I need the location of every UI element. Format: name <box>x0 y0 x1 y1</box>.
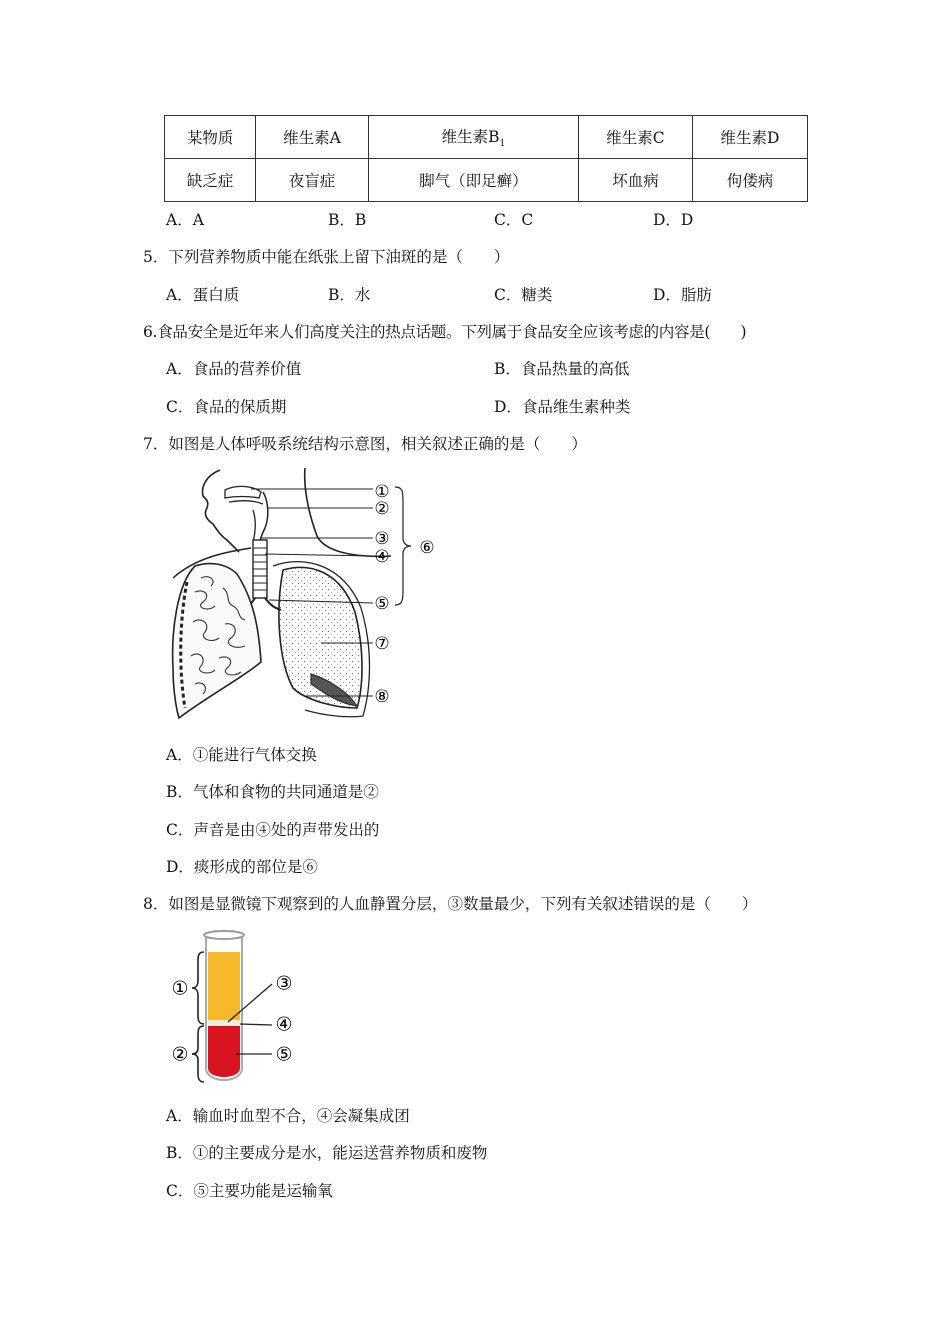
q5-option-c: C．糖类 <box>494 286 553 304</box>
table-cell: 脚气（即足癣） <box>368 159 578 202</box>
q6-option-c: C．食品的保质期 <box>166 398 287 416</box>
q8-option-a: A．输血时血型不合，④会凝集成团 <box>166 1107 410 1125</box>
label-8: ⑧ <box>374 687 390 707</box>
q4-option-a: A．A <box>166 211 204 229</box>
plasma-layer <box>208 952 240 1020</box>
q7-option-c: C．声音是由④处的声带发出的 <box>166 821 380 839</box>
q4-option-b: B．B <box>328 211 367 229</box>
label-2: ② <box>171 1043 189 1066</box>
table-cell: 维生素C <box>579 116 693 159</box>
q7-option-b: B．气体和食物的共同通道是② <box>166 783 379 801</box>
label-1: ① <box>374 482 390 502</box>
q6-stem: 6.食品安全是近年来人们高度关注的热点话题。下列属于食品安全应该考虑的内容是( ) <box>143 323 747 341</box>
q7-stem: 7．如图是人体呼吸系统结构示意图，相关叙述正确的是（ ） <box>143 435 587 453</box>
label-6: ⑥ <box>419 538 435 558</box>
q8-stem: 8．如图是显微镜下观察到的人血静置分层，③数量最少，下列有关叙述错误的是（ ） <box>143 895 758 913</box>
q8-option-b: B．①的主要成分是水，能运送营养物质和废物 <box>166 1144 488 1162</box>
table-cell: 某物质 <box>165 116 256 159</box>
label-5: ⑤ <box>374 594 390 614</box>
q4-option-d: D．D <box>653 211 694 229</box>
vitamin-table <box>164 115 808 202</box>
table-cell: 维生素D <box>692 116 807 159</box>
red-cell-layer <box>208 1026 240 1077</box>
label-7: ⑦ <box>374 634 390 654</box>
table-cell: 坏血病 <box>579 159 693 202</box>
label-3: ③ <box>374 529 390 549</box>
q5-option-b: B．水 <box>328 286 371 304</box>
label-4: ④ <box>275 1013 293 1036</box>
label-4: ④ <box>374 547 390 567</box>
cell-text: 维生素B <box>441 127 500 146</box>
q6-option-d: D．食品维生素种类 <box>494 398 631 416</box>
table-cell: 维生素A <box>256 116 369 159</box>
q8-option-c: C．⑤主要功能是运输氧 <box>166 1182 333 1200</box>
table-cell: 佝偻病 <box>692 159 807 202</box>
q5-option-d: D．脂肪 <box>653 286 712 304</box>
buffy-coat-layer <box>208 1020 240 1026</box>
q4-option-c: C．C <box>494 211 534 229</box>
table-cell: 夜盲症 <box>256 159 369 202</box>
subscript: 1 <box>499 139 506 150</box>
q5-option-a: A．蛋白质 <box>166 286 240 304</box>
q7-option-d: D．痰形成的部位是⑥ <box>166 858 318 876</box>
table-row <box>165 159 808 202</box>
q7-option-a: A．①能进行气体交换 <box>166 746 317 764</box>
respiratory-system-diagram <box>165 462 445 724</box>
label-5: ⑤ <box>275 1043 293 1066</box>
blood-layers-diagram <box>162 928 302 1090</box>
table-row <box>165 116 808 159</box>
table-cell: 缺乏症 <box>165 159 256 202</box>
table-cell <box>368 116 578 159</box>
q6-option-b: B．食品热量的高低 <box>494 360 630 378</box>
q5-stem: 5．下列营养物质中能在纸张上留下油斑的是（ ） <box>143 248 510 266</box>
label-3: ③ <box>275 972 293 995</box>
q6-option-a: A．食品的营养价值 <box>166 360 302 378</box>
label-2: ② <box>374 499 390 519</box>
label-1: ① <box>171 977 189 1000</box>
